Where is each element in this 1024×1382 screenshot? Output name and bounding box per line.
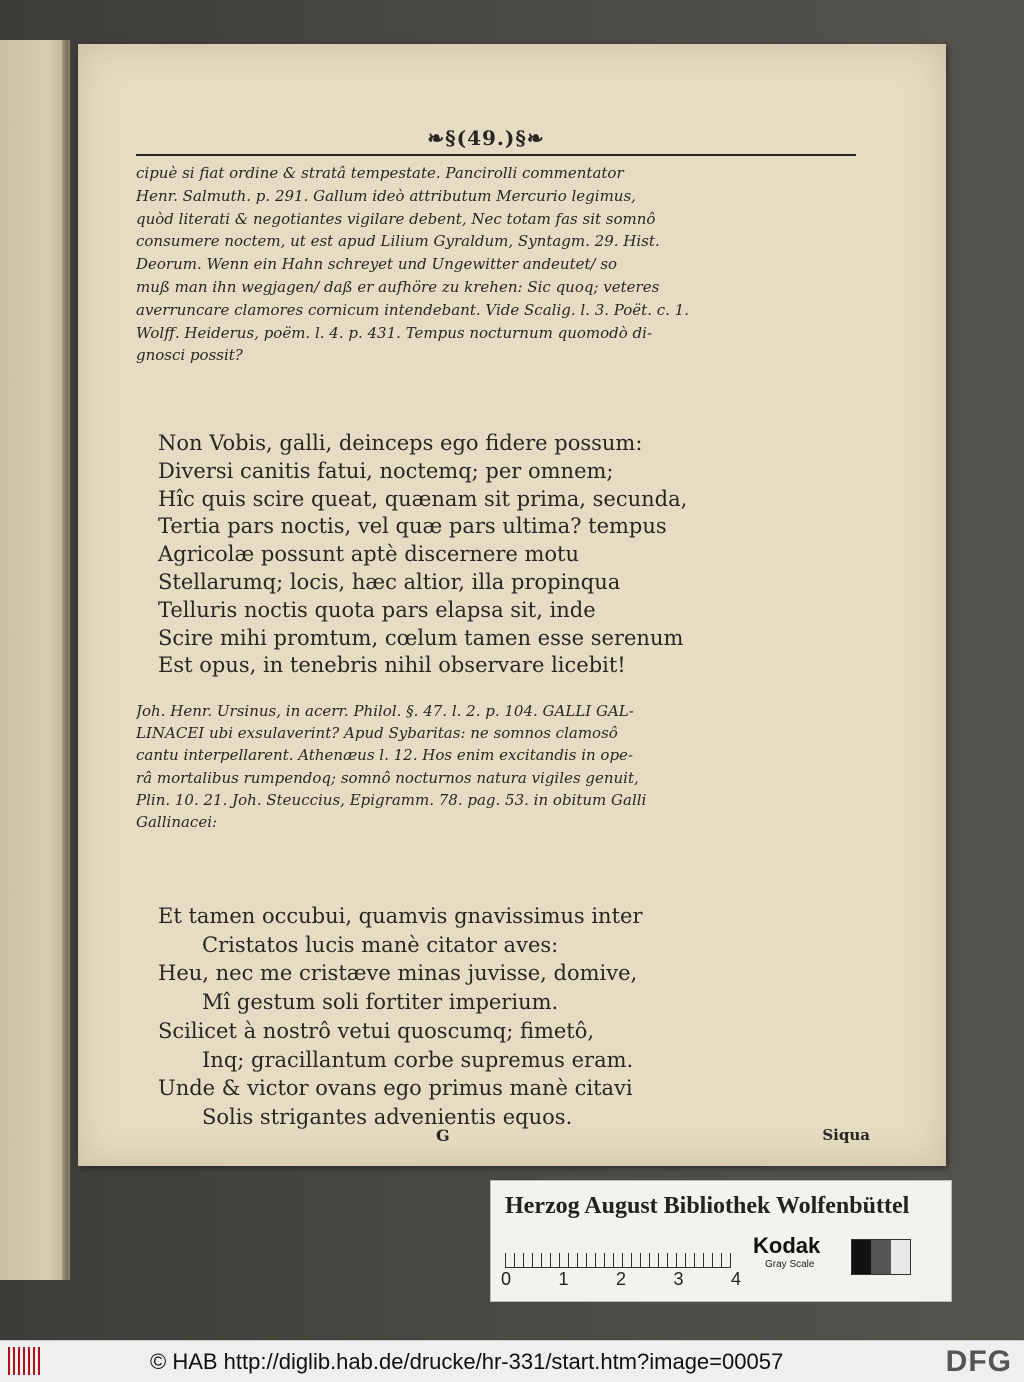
ruler-number: 2 (615, 1269, 626, 1289)
prose-block-1 (136, 162, 858, 367)
ruler-number: 4 (730, 1269, 741, 1289)
signature-mark: G (436, 1126, 450, 1145)
page-content (136, 126, 870, 1145)
gray-swatch (891, 1240, 910, 1274)
kodak-brand: Kodak (753, 1233, 821, 1258)
text-line: quòd literati & negotiantes vigilare debent, Nec totam fas sit somnô (136, 209, 656, 228)
header-ornament-right: §❧ (515, 126, 545, 150)
text-line: Henr. Salmuth. p. 291. Gallum ideò attributum Mercurio legimus, (136, 186, 636, 205)
verse-line: Et tamen occubui, quamvis gnavissimus inter (158, 904, 643, 928)
verse-line: Heu, nec me cristæve minas juvisse, domive, (158, 961, 638, 986)
verse-line: Inq; gracillantum corbe supremus eram. (202, 1047, 634, 1072)
verse-line: Mî gestum soli fortiter imperium. (202, 990, 559, 1015)
header-ornament-left: ❧§ (427, 126, 457, 150)
verse-line: Agricolæ possunt aptè discernere motu (158, 542, 579, 567)
hab-logo-icon (8, 1347, 40, 1375)
text-line: Deorum. Wenn ein Hahn schreyet und Ungewitter andeutet/ so (136, 255, 618, 274)
text-line: Wolff. Heiderus, poëm. l. 4. p. 431. Tempus nocturnum quomodò di- (136, 323, 653, 342)
page-header (136, 126, 836, 152)
gray-scale-label: Gray Scale (765, 1259, 815, 1270)
verse-line: Scire mihi promtum, cœlum tamen esse serenum (158, 625, 684, 650)
verse-block-2 (158, 902, 778, 1132)
catchword: Siqua (822, 1126, 870, 1144)
verse-line: Tertia pars noctis, vel quæ pars ultima? tempus (158, 514, 667, 539)
verse-line: Scilicet à nostrô vetui quoscumq; fimetô, (158, 1018, 595, 1043)
verse-line: Non Vobis, galli, deinceps ego fidere possum: (158, 431, 643, 455)
dfg-logo: DFG (945, 1345, 1012, 1378)
copyright-url[interactable]: © HAB http://diglib.hab.de/drucke/hr-331/start.htm?image=00057 (150, 1349, 784, 1374)
text-line: râ mortalibus rumpendoq; somnô nocturnos natura vigiles genuit, (136, 768, 639, 787)
text-line: Plin. 10. 21. Joh. Steuccius, Epigramm. 78. pag. 53. in obitum Galli (136, 790, 647, 809)
gray-swatches (851, 1239, 911, 1275)
library-color-card (490, 1180, 952, 1302)
text-line: Joh. Henr. Ursinus, in acerr. Philol. §. 47. l. 2. p. 104. GALLI GAL- (136, 702, 634, 720)
gray-swatch (852, 1240, 871, 1274)
header-rule (136, 154, 856, 156)
text-line: muß man ihn wegjagen/ daß er aufhöre zu krehen: Sic quoq; veteres (136, 277, 660, 296)
text-line: averruncare clamores cornicum intendebant. Vide Scalig. l. 3. Poët. c. 1. (136, 300, 689, 319)
viewer-footer (0, 1340, 1024, 1382)
verse-line: Diversi canitis fatui, noctemq; per omnem; (158, 458, 614, 483)
page-number: (49.) (456, 126, 516, 150)
ruler-number: 0 (501, 1269, 512, 1289)
gray-swatch (871, 1240, 890, 1274)
ruler-numbers (501, 1269, 741, 1290)
ruler-number: 3 (673, 1269, 684, 1289)
document-page (78, 44, 946, 1166)
verse-line: Solis strigantes advenientis equos. (202, 1104, 573, 1129)
verse-line: Unde & victor ovans ego primus manè citavi (158, 1076, 633, 1101)
book-spine (62, 40, 68, 1280)
verse-line: Cristatos lucis manè citator aves: (202, 932, 559, 957)
text-line: cantu interpellarent. Athenæus l. 12. Hos enim excitandis in ope- (136, 746, 633, 765)
verse-line: Est opus, in tenebris nihil observare licebit! (158, 653, 626, 678)
verse-line: Stellarumq; locis, hæc altior, illa propinqua (158, 569, 621, 594)
scale-ruler (505, 1237, 731, 1268)
prose-block-2 (136, 700, 858, 833)
library-name: Herzog August Bibliothek Wolfenbüttel (505, 1193, 910, 1219)
text-line: Gallinacei: (136, 813, 218, 832)
verse-block-1 (158, 430, 798, 680)
text-line: cipuè si fiat ordine & stratâ tempestate. Pancirolli commentator (136, 164, 624, 182)
verse-line: Hîc quis scire queat, quænam sit prima, secunda, (158, 486, 688, 511)
text-line: consumere noctem, ut est apud Lilium Gyraldum, Syntagm. 29. Hist. (136, 232, 660, 251)
verse-line: Telluris noctis quota pars elapsa sit, inde (158, 597, 596, 622)
ruler-number: 1 (558, 1269, 569, 1289)
text-line: LINACEI ubi exsulaverint? Apud Sybaritas: ne somnos clamosô (136, 724, 618, 743)
text-line: gnosci possit? (136, 346, 243, 365)
facing-page-edge (0, 40, 70, 1280)
